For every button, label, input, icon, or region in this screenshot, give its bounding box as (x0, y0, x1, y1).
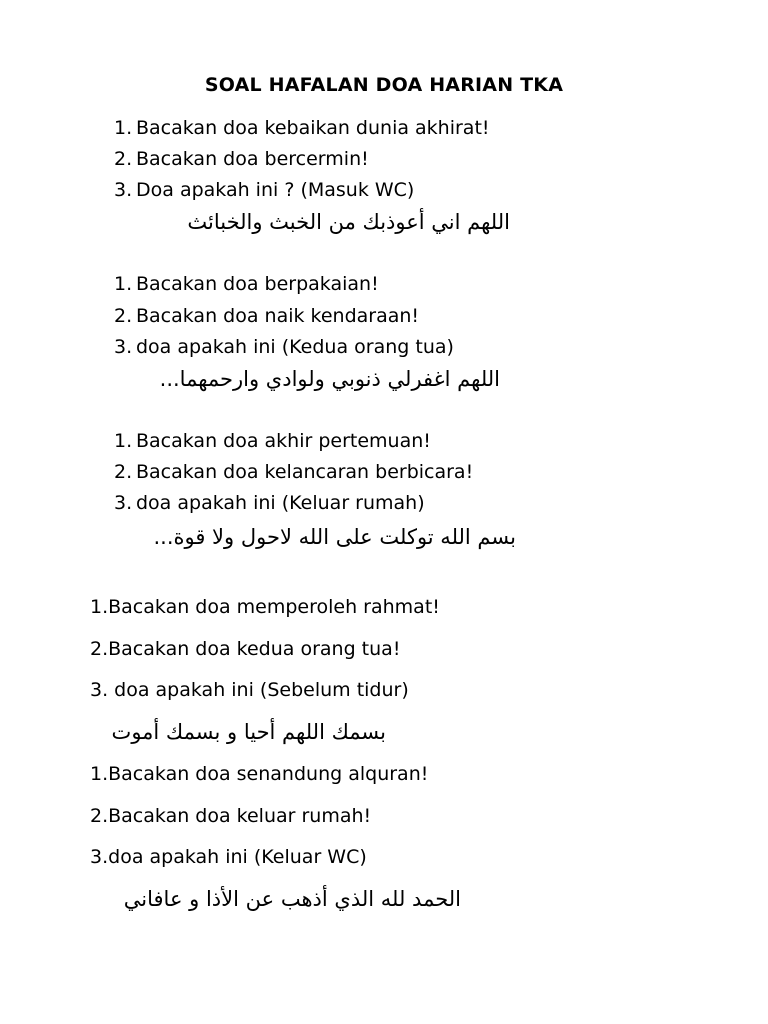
question-3-3 (114, 492, 425, 514)
question-number: 3. (114, 179, 133, 201)
question-5-2: 2.Bacakan doa keluar rumah! (90, 805, 372, 827)
question-2-2 (114, 305, 419, 327)
question-text: Bacakan doa berpakaian! (136, 273, 379, 295)
question-number: 3. (114, 492, 133, 514)
question-number: 1. (114, 273, 133, 295)
arabic-prayer-1: اللهم اني أعوذبك من الخبث والخبائث (187, 210, 510, 234)
question-2-1 (114, 273, 379, 295)
question-number: 1. (114, 430, 133, 452)
question-3-2 (114, 461, 473, 483)
question-text: doa apakah ini (Kedua orang tua) (136, 336, 454, 358)
question-text: Bacakan doa naik kendaraan! (136, 305, 420, 327)
arabic-prayer-3: بسم الله توكلت على الله لاحول ولا قوة... (153, 525, 516, 549)
arabic-prayer-5: الحمد لله الذي أذهب عن الأذا و عافاني (123, 887, 461, 911)
question-number: 2. (114, 148, 133, 170)
question-text: doa apakah ini (Keluar rumah) (136, 492, 425, 514)
question-4-1: 1.Bacakan doa memperoleh rahmat! (90, 596, 440, 618)
question-1-2 (114, 148, 369, 170)
question-1-3 (114, 179, 414, 201)
question-2-3 (114, 336, 454, 358)
question-text: Bacakan doa kelancaran berbicara! (136, 461, 474, 483)
arabic-prayer-4: بسمك اللهم أحيا و بسمك أموت (111, 720, 386, 744)
question-text: Bacakan doa bercermin! (136, 148, 369, 170)
question-text: Bacakan doa akhir pertemuan! (136, 430, 431, 452)
question-4-2: 2.Bacakan doa kedua orang tua! (90, 638, 401, 660)
question-4-3: 3. doa apakah ini (Sebelum tidur) (90, 679, 409, 701)
question-text: Bacakan doa kebaikan dunia akhirat! (136, 117, 490, 139)
question-number: 1. (114, 117, 133, 139)
question-number: 2. (114, 305, 133, 327)
question-number: 2. (114, 461, 133, 483)
question-5-3: 3.doa apakah ini (Keluar WC) (90, 846, 367, 868)
arabic-prayer-2: اللهم اغفرلي ذنوبي ولوادي وارحمهما... (159, 367, 500, 391)
question-5-1: 1.Bacakan doa senandung alquran! (90, 763, 429, 785)
question-1-1 (114, 117, 490, 139)
page-title: SOAL HAFALAN DOA HARIAN TKA (204, 74, 564, 96)
question-text: Doa apakah ini ? (Masuk WC) (136, 179, 415, 201)
question-number: 3. (114, 336, 133, 358)
question-3-1 (114, 430, 431, 452)
